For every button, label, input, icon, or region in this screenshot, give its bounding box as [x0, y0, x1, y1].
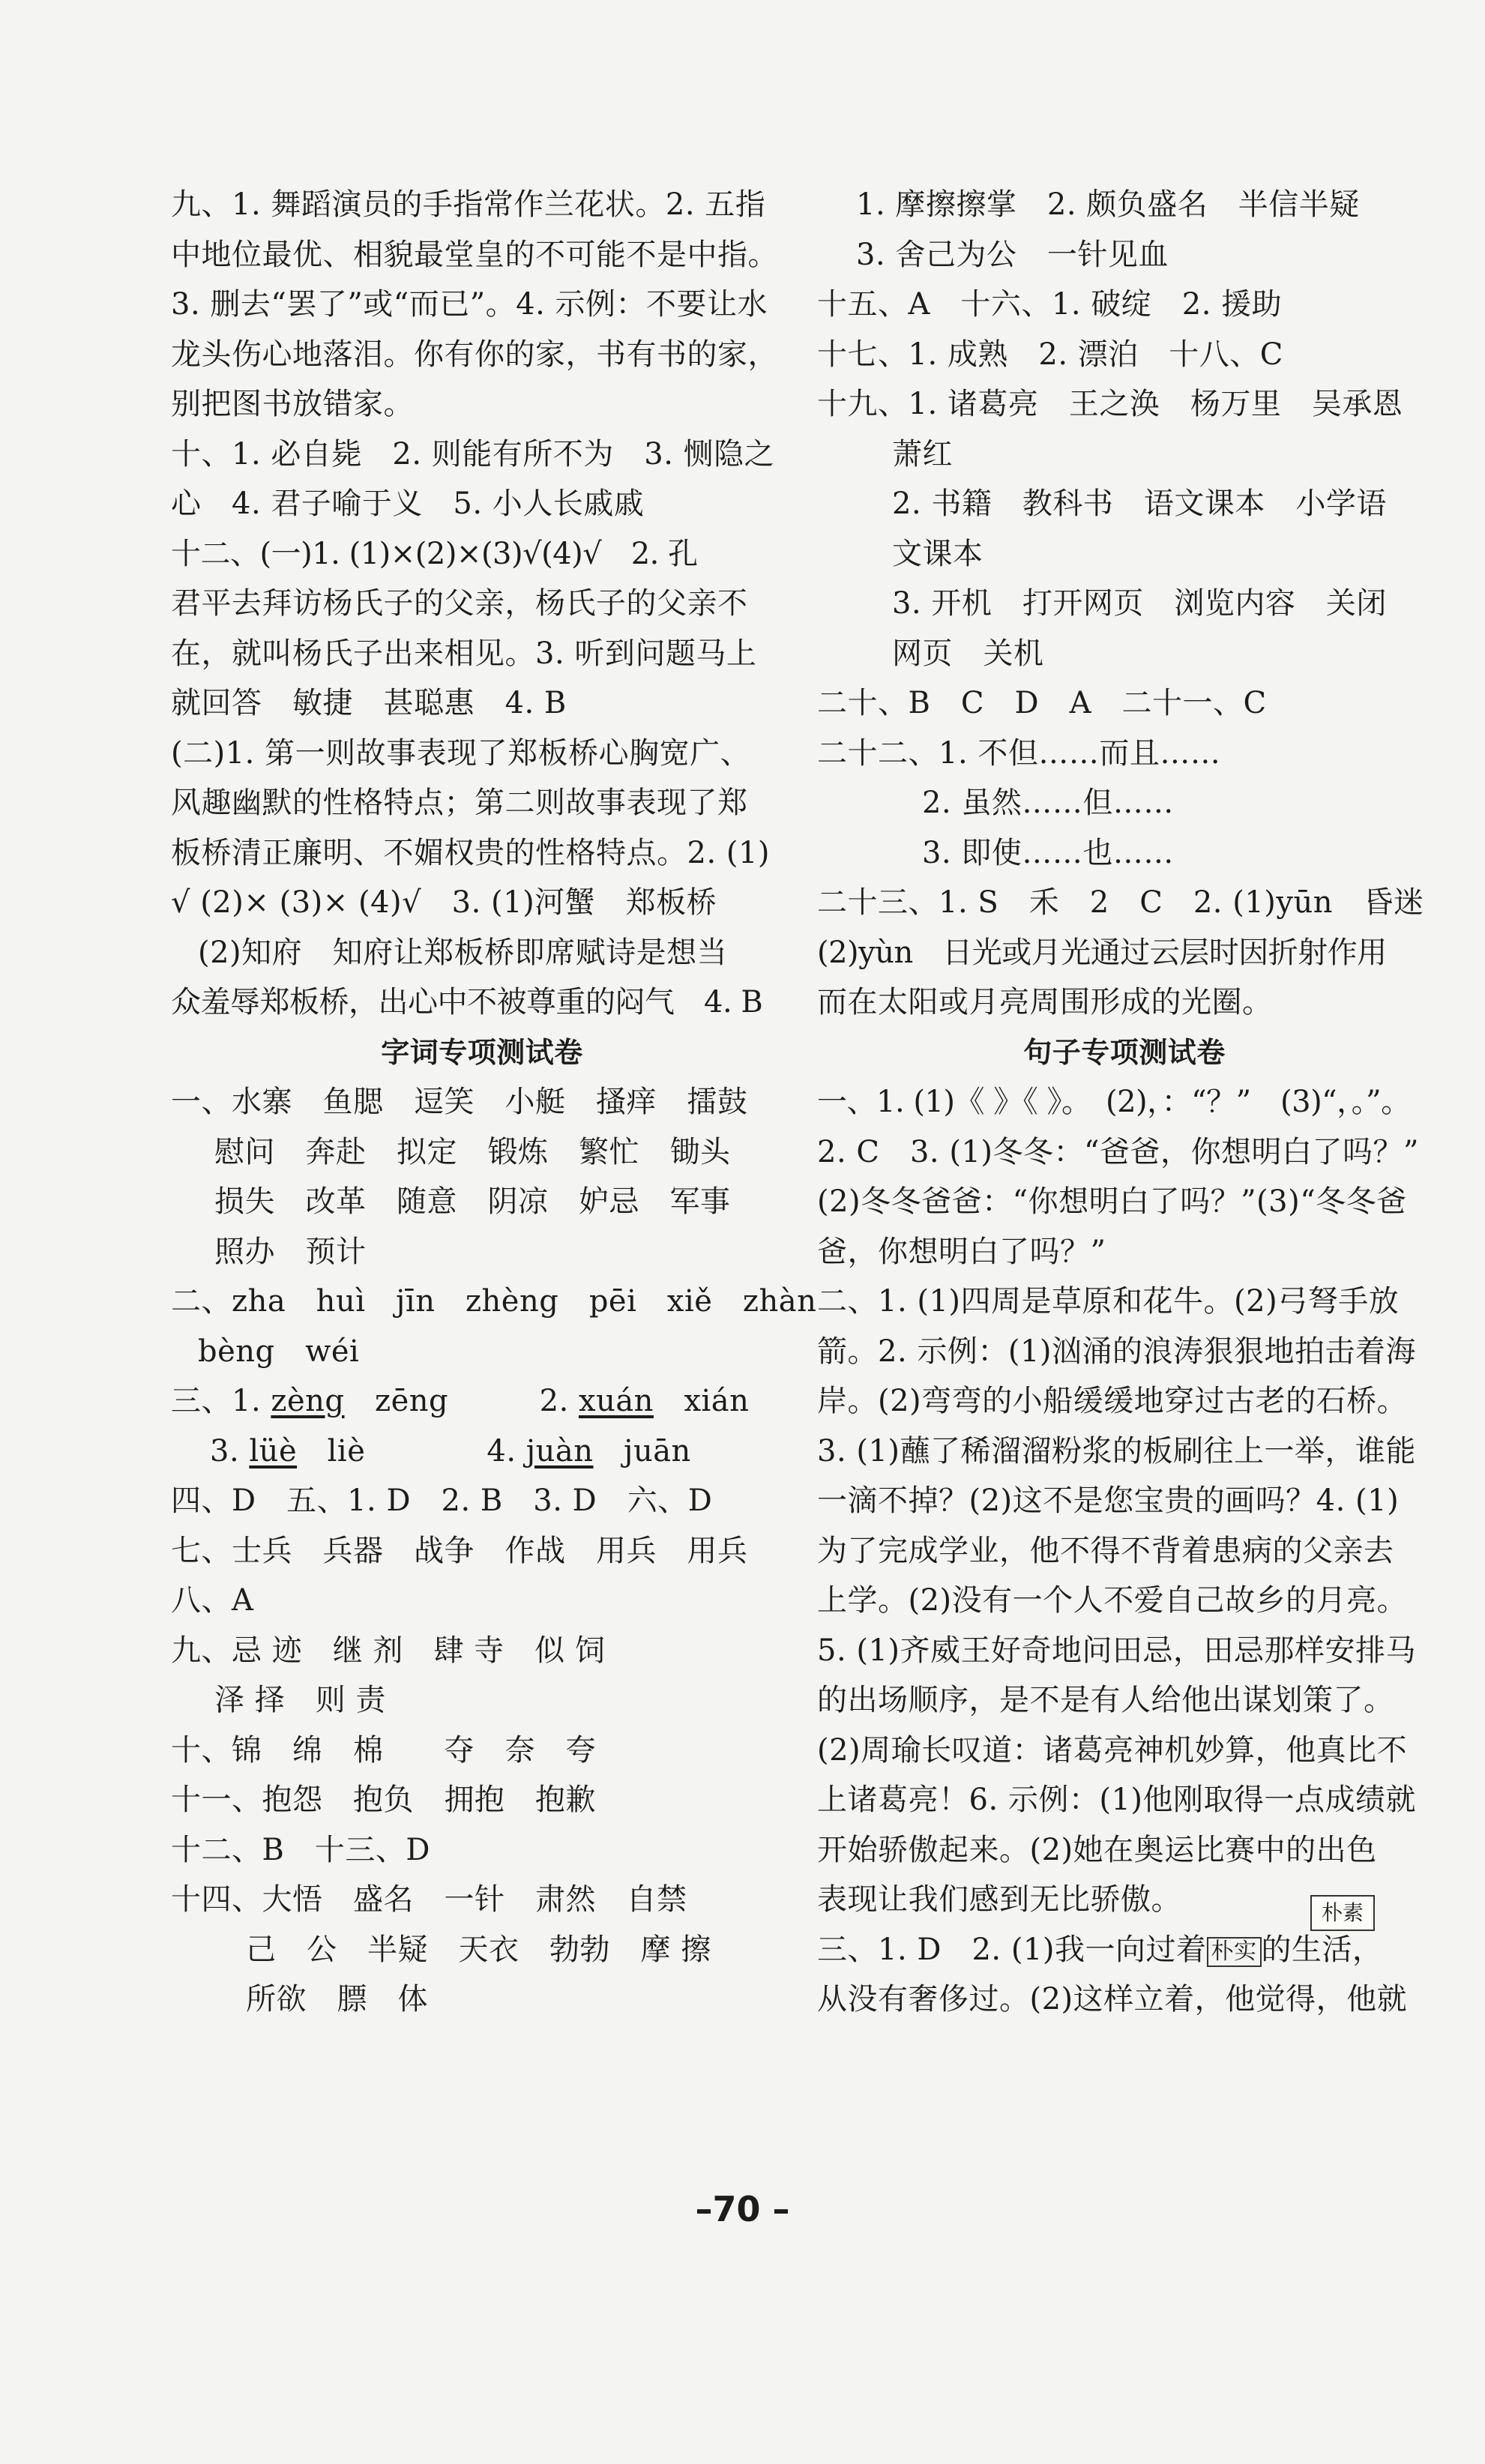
answer-line: 众羞辱郑板桥，出心中不被尊重的闷气 4. B — [171, 985, 763, 1019]
answer-line: 二、zha huì jīn zhèng pēi xiě zhàn — [171, 1284, 817, 1319]
answer-line: 中地位最优、相貌最堂皇的不可能不是中指。 — [171, 237, 778, 272]
answer-line: 二十三、1. S 禾 2 C 2. (1)yūn 昏迷 — [817, 885, 1424, 920]
answer-line: 而在太阳或月亮周围形成的光圈。 — [817, 985, 1273, 1019]
answer-line: 七、士兵 兵器 战争 作战 用兵 用兵 — [171, 1533, 748, 1568]
section-heading-words: 字词专项测试卷 — [381, 1035, 583, 1069]
answer-line: 2. 虽然……但…… — [922, 786, 1174, 820]
text: 三、1. D 2. (1)我一向过着 — [817, 1932, 1207, 1967]
answer-line: 在，就叫杨氏子出来相见。3. 听到问题马上 — [171, 636, 757, 671]
answer-line: 君平去拜访杨氏子的父亲，杨氏子的父亲不 — [171, 586, 748, 621]
text: juān — [593, 1433, 691, 1469]
answer-line: (二)1. 第一则故事表现了郑板桥心胸宽广、 — [171, 735, 751, 771]
answer-line — [171, 1376, 793, 1427]
answer-line: 十五、A 十六、1. 破绽 2. 援助 — [817, 287, 1283, 322]
right-column — [817, 180, 1432, 2025]
answer-line: 从没有奢侈过。(2)这样立着，他觉得，他就 — [817, 1982, 1408, 2016]
answer-line: 二十二、1. 不但……而且…… — [817, 735, 1221, 771]
answer-line: 3. 舍己为公 一针见血 — [856, 237, 1169, 272]
answer-line: 开始骄傲起来。(2)她在奥运比赛中的出色 — [817, 1832, 1377, 1867]
answer-line: 十二、B 十三、D — [171, 1832, 430, 1867]
answer-line: 十一、抱怨 抱负 拥抱 抱歉 — [171, 1783, 596, 1817]
underlined-pinyin: xuán — [579, 1384, 654, 1418]
answer-line: 十、1. 必自毙 2. 则能有所不为 3. 恻隐之 — [171, 436, 775, 472]
left-column — [171, 180, 817, 2025]
answer-line: 泽 择 则 责 — [214, 1683, 386, 1717]
page-number: –70 – — [695, 2189, 790, 2229]
answer-line: 一滴不掉？(2)这不是您宝贵的画吗？4. (1) — [817, 1483, 1400, 1518]
answer-line: 慰问 奔赴 拟定 锻炼 繁忙 锄头 — [214, 1134, 731, 1169]
answer-line: 箭。2. 示例：(1)汹涌的浪涛狠狠地拍击着海 — [817, 1334, 1417, 1369]
underlined-pinyin: zèng — [271, 1384, 345, 1418]
answer-line: 爸，你想明白了吗？” — [817, 1234, 1106, 1269]
text: 3. — [210, 1433, 250, 1469]
answer-line: 龙头伤心地落泪。你有你的家，书有书的家， — [171, 337, 778, 372]
text: 三、1. — [171, 1384, 271, 1418]
answer-line: 上诸葛亮！6. 示例：(1)他刚取得一点成绩就 — [817, 1783, 1417, 1817]
answer-line: 的出场顺序，是不是有人给他出谋划策了。 — [817, 1683, 1394, 1717]
answer-line: (2)yùn 日光或月光通过云层时因折射作用 — [817, 935, 1387, 970]
underlined-pinyin: juàn — [525, 1433, 594, 1469]
answer-line: 损失 改革 随意 阴凉 妒忌 军事 — [214, 1184, 731, 1219]
crossed-word-box: 朴实 — [1207, 1937, 1262, 1967]
answer-line: 网页 关机 — [892, 636, 1044, 671]
answer-line: 十、锦 绵 棉 夺 奈 夸 — [171, 1732, 596, 1768]
answer-line: 十七、1. 成熟 2. 漂泊 十八、C — [817, 337, 1283, 372]
answer-line: 就回答 敏捷 甚聪惠 4. B — [171, 686, 567, 720]
answer-line: 3. 即使……也…… — [922, 835, 1174, 870]
text: 的生活， — [1261, 1932, 1383, 1967]
answer-line: 3. (1)蘸了稀溜溜粉浆的板刷往上一举，谁能 — [817, 1433, 1417, 1469]
answer-line — [171, 1427, 793, 1477]
answer-line: 岸。(2)弯弯的小船缓缓地穿过古老的石桥。 — [817, 1384, 1408, 1418]
answer-line: 2. 书籍 教科书 语文课本 小学语 — [892, 487, 1387, 521]
underlined-pinyin: lüè — [249, 1433, 298, 1469]
section-heading-sentences: 句子专项测试卷 — [1023, 1035, 1226, 1069]
answer-line: (2)周瑜长叹道：诸葛亮神机妙算，他真比不 — [817, 1732, 1408, 1768]
answer-line: (2)冬冬爸爸：“你想明白了吗？”(3)“冬冬爸 — [817, 1184, 1407, 1219]
text: liè 4. — [297, 1433, 526, 1469]
answer-line: 3. 删去“罢了”或“而已”。4. 示例：不要让水 — [171, 287, 768, 322]
answer-line: 二十、B C D A 二十一、C — [817, 686, 1267, 720]
answer-line: 一、水寨 鱼腮 逗笑 小艇 搔痒 擂鼓 — [171, 1085, 748, 1119]
answer-line: √ (2)× (3)× (4)√ 3. (1)河蟹 郑板桥 — [171, 885, 717, 920]
answer-line: 十二、(一)1. (1)×(2)×(3)√(4)√ 2. 孔 — [171, 536, 698, 571]
answer-line: 十九、1. 诸葛亮 王之涣 杨万里 吴承恩 — [817, 387, 1403, 421]
answer-line — [817, 1925, 1432, 1975]
answer-line: 十四、大悟 盛名 一针 肃然 自禁 — [171, 1882, 687, 1917]
answer-line: 风趣幽默的性格特点；第二则故事表现了郑 — [171, 786, 748, 820]
answer-line: 文课本 — [892, 536, 984, 571]
answer-line: (2)知府 知府让郑板桥即席赋诗是想当 — [198, 935, 728, 970]
correction-annotation: 朴素 — [1310, 1895, 1375, 1931]
answer-line: 所欲 膘 体 — [246, 1982, 428, 2016]
answer-line: 别把图书放错家。 — [171, 387, 414, 421]
answer-line: 二、1. (1)四周是草原和花牛。(2)弓弩手放 — [817, 1284, 1400, 1319]
answer-line: 九、忌 迹 继 剂 肆 寺 似 饲 — [171, 1633, 606, 1668]
answer-line: 5. (1)齐威王好奇地问田忌，田忌那样安排马 — [817, 1633, 1417, 1668]
text: zēng 2. — [344, 1384, 579, 1418]
answer-line: 八、A — [171, 1583, 254, 1618]
answer-line: 为了完成学业，他不得不背着患病的父亲去 — [817, 1533, 1394, 1568]
answer-line: 己 公 半疑 天衣 勃勃 摩 擦 — [246, 1932, 711, 1967]
answer-line: 板桥清正廉明、不媚权贵的性格特点。2. (1) — [171, 835, 771, 870]
answer-line: 萧红 — [892, 436, 953, 472]
answer-line: 2. C 3. (1)冬冬：“爸爸，你想明白了吗？” — [817, 1134, 1419, 1169]
answer-line: 九、1. 舞蹈演员的手指常作兰花状。2. 五指 — [171, 187, 766, 222]
answer-line: 1. 摩擦擦掌 2. 颇负盛名 半信半疑 — [856, 187, 1360, 222]
answer-line: 照办 预计 — [214, 1234, 367, 1269]
answer-line: 表现让我们感到无比骄傲。 — [817, 1882, 1181, 1917]
answer-line: 3. 开机 打开网页 浏览内容 关闭 — [892, 586, 1387, 621]
text: xián — [653, 1384, 750, 1418]
answer-line: 心 4. 君子喻于义 5. 小人长戚戚 — [171, 487, 645, 521]
answer-line: 一、1. (1)《 》《 》。 (2)，：“？” (3)“，。”。 — [817, 1085, 1411, 1119]
answer-line: 四、D 五、1. D 2. B 3. D 六、D — [171, 1483, 713, 1518]
answer-line: bèng wéi — [198, 1334, 360, 1369]
answer-line: 上学。(2)没有一个人不爱自己故乡的月亮。 — [817, 1583, 1408, 1618]
